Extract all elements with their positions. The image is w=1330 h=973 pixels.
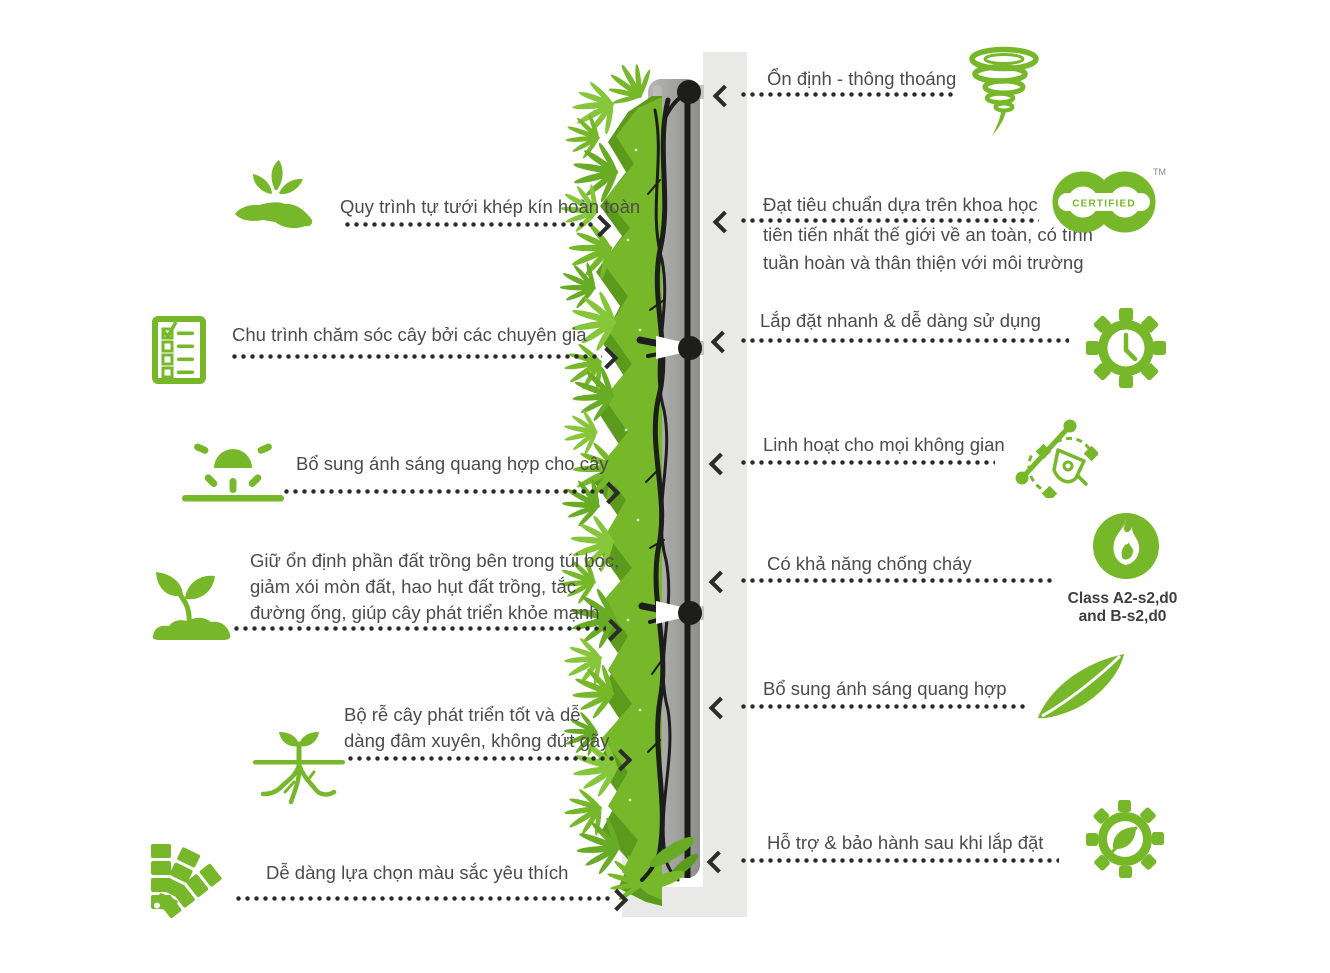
feature-label: Lắp đặt nhanh & dễ dàng sử dụng — [760, 310, 1041, 331]
fire-resistance-icon — [1088, 508, 1164, 584]
feature-label: Dễ dàng lựa chọn màu sắc yêu thích — [266, 862, 569, 883]
plant-roots-icon — [250, 724, 348, 812]
dotted-arrow-line — [348, 756, 616, 761]
feature-label: đường ống, giúp cây phát triển khỏe mạnh — [250, 602, 600, 623]
pen-tool-icon — [1006, 410, 1098, 498]
dotted-arrow-line — [741, 460, 995, 465]
gear-leaf-icon — [1083, 796, 1167, 882]
certified-badge-text: CERTIFIED — [1072, 198, 1136, 210]
pipe-node — [678, 336, 702, 360]
fire-class-note: Class A2-s2,d0 — [1067, 590, 1178, 607]
dotted-arrow-line — [741, 704, 1025, 709]
feature-label: Đạt tiêu chuẩn dựa trên khoa học — [763, 194, 1038, 215]
dotted-arrow-line — [741, 338, 1069, 343]
checklist-icon — [150, 312, 208, 388]
feature-label: tiên tiến nhất thế giới về an toàn, có tính — [763, 224, 1093, 245]
irrigation-pipe — [685, 90, 691, 878]
fire-class-note: and B-s2,d0 — [1078, 608, 1167, 625]
hand-plant-icon — [233, 158, 317, 234]
green-wall-illustration — [560, 40, 760, 930]
feature-label: Ổn định - thông thoáng — [767, 68, 957, 89]
feature-label: Hỗ trợ & bảo hành sau khi lắp đặt — [767, 832, 1044, 853]
pipe-node — [677, 80, 701, 104]
feature-label: Quy trình tự tưới khép kín hoàn toàn — [340, 196, 641, 217]
tornado-icon — [960, 46, 1046, 146]
dotted-arrow-line — [345, 222, 595, 227]
trademark-text: TM — [1153, 167, 1166, 177]
color-swatches-icon — [145, 836, 240, 931]
dotted-arrow-line — [284, 489, 604, 494]
feature-label: Bổ sung ánh sáng quang hợp cho cây — [296, 453, 609, 474]
dotted-arrow-line — [234, 626, 606, 631]
feature-label: Bổ sung ánh sáng quang hợp — [763, 678, 1007, 699]
dotted-arrow-line — [236, 896, 612, 901]
feature-label: giảm xói mòn đất, hao hụt đất trồng, tắc — [250, 576, 576, 597]
feather-icon — [1032, 646, 1130, 726]
dotted-arrow-line — [232, 354, 602, 359]
feature-label: Chu trình chăm sóc cây bởi các chuyên gia — [232, 324, 587, 345]
dotted-arrow-line — [741, 218, 1039, 223]
pipe-node — [678, 601, 702, 625]
grow-light-icon — [182, 436, 284, 502]
feature-label: Bộ rễ cây phát triển tốt và dễ — [344, 704, 581, 725]
feature-label: Có khả năng chống cháy — [767, 553, 972, 574]
gear-clock-icon — [1082, 304, 1170, 392]
feature-label: Giữ ổn định phần đất trồng bên trong túi bọc, — [250, 550, 620, 571]
dotted-arrow-line — [741, 858, 1059, 863]
dotted-arrow-line — [741, 578, 1055, 583]
feature-label: dàng đâm xuyên, không đứt gãy — [344, 730, 610, 751]
dotted-arrow-line — [741, 92, 956, 97]
certified-icon — [1046, 158, 1168, 244]
feature-label: tuần hoàn và thân thiện với môi trường — [763, 252, 1084, 273]
seedling-icon — [145, 560, 239, 646]
feature-label: Linh hoạt cho mọi không gian — [763, 434, 1005, 455]
